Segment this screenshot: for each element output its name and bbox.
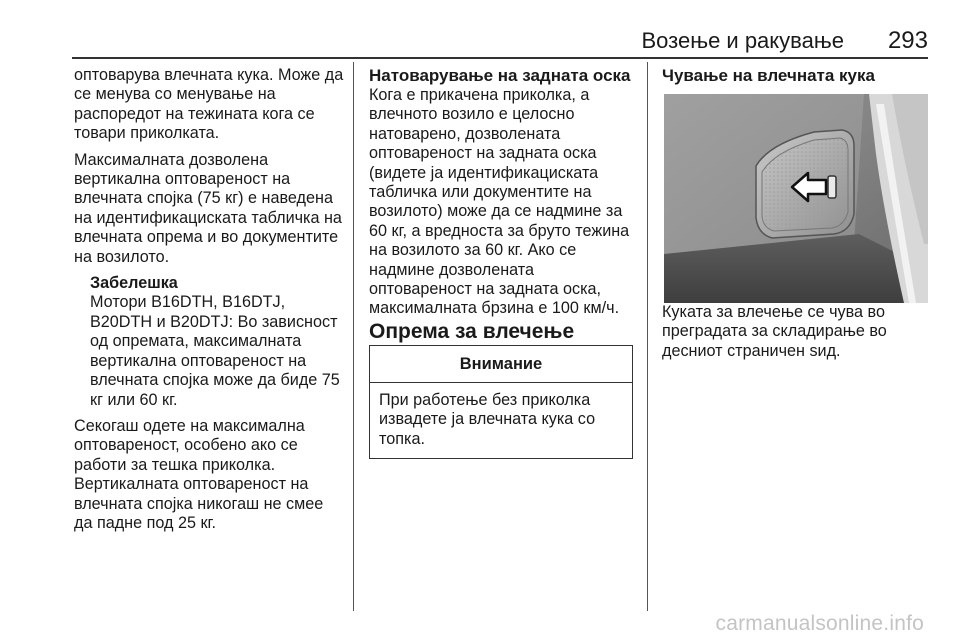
storage-compartment-photo [664, 94, 928, 303]
column-divider-2 [647, 62, 648, 611]
paragraph: оптоварува влечната кука. Може да се менува со менување на распоредот на тежината кога се товари приколката. [74, 66, 344, 143]
header-rule [72, 57, 928, 59]
paragraph: Секогаш одете на максимална оптовареност, особено ако се работи за тешка приколка. Вертикалната оптовареност на влечната спојка никогаш не смее да падне под 25 кг. [74, 416, 324, 532]
section-title: Опрема за влечење [369, 319, 575, 343]
page-number: 293 [887, 27, 928, 54]
note-title: Забелешка [90, 274, 178, 293]
column-1 [74, 66, 344, 533]
warning-box [369, 345, 633, 459]
warning-text: При работење без приколка извадете ја влечната кука со топка. [379, 390, 596, 448]
column-3 [662, 66, 930, 361]
note-block [74, 274, 344, 410]
note-text: Мотори B16DTH, B16DTJ, B20DTH и B20DTJ: Во зависност од опремата, максималната вертикална оптовареност на влечната спојка може да биде 75 кг или 60 кг. [90, 293, 340, 409]
section-heading: Натоварување на задната оска [369, 66, 631, 85]
photo-caption: Куката за влечење се чува во преградата за складирање во десниот страничен sид. [662, 303, 887, 360]
paragraph: Максималната дозволена вертикална оптовареност на влечната спојка (75 кг) е наведена на идентификациската табличка на влечната опрема и во документите на возилото. [74, 150, 342, 266]
column-divider-1 [353, 62, 354, 611]
watermark: carmanualsonline.info [715, 612, 924, 635]
section-heading: Чување на влечната кука [662, 66, 875, 85]
paragraph: Кога е прикачена приколка, а влечното возило е целосно натоварено, дозволената оптовареност на задната оска (видете ја идентификациската табличка или документите на возилото) може да се надмине за 60 кг, а вредноста за бруто тежина на возилото за 60 кг. Ако се надмине дозволената оптовареност на задната оска, максималната брзина е 100 км/ч. [369, 86, 630, 318]
warning-title: Внимание [370, 346, 632, 383]
column-2 [369, 66, 633, 459]
page-header [641, 22, 928, 56]
chapter-title: Возење и ракување [641, 28, 844, 53]
